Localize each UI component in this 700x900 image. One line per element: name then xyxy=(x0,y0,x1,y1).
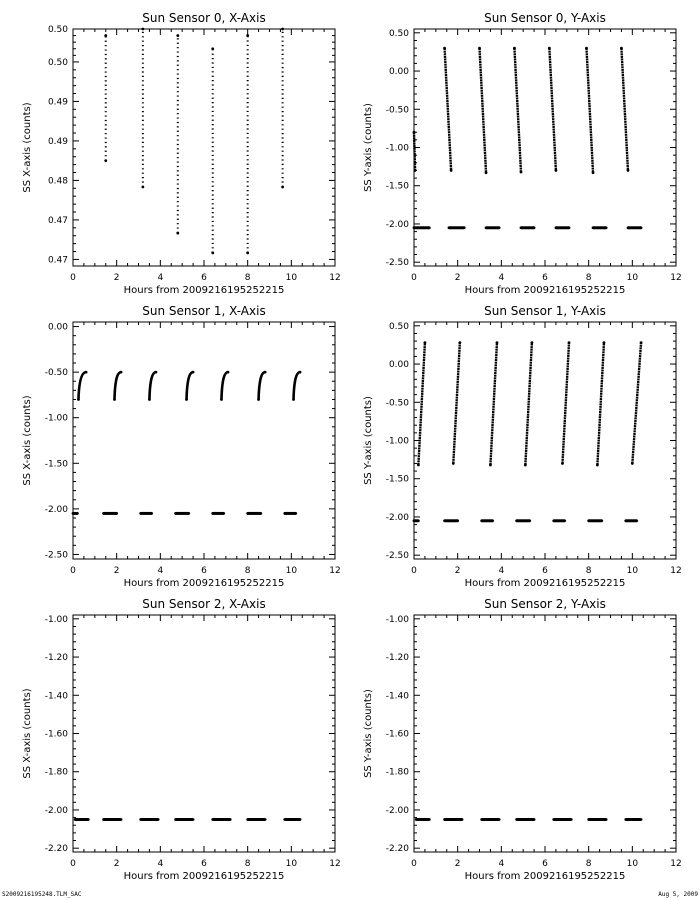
data-point xyxy=(531,341,534,344)
y-tick-label: -2.50 xyxy=(385,551,409,562)
data-point xyxy=(570,818,573,821)
data-point xyxy=(555,169,558,172)
y-tick-label: 0.50 xyxy=(47,25,68,35)
data-curve xyxy=(78,372,86,399)
y-tick-label: -2.20 xyxy=(44,844,68,855)
data-point xyxy=(292,398,295,401)
data-point xyxy=(624,519,627,522)
data-curve xyxy=(294,372,301,399)
y-tick-label: 0.00 xyxy=(388,360,409,371)
data-point xyxy=(640,341,643,344)
x-tick-label: 4 xyxy=(498,273,505,283)
data-point xyxy=(520,171,523,174)
y-tick-label: -1.00 xyxy=(44,413,68,424)
data-point xyxy=(552,818,555,821)
x-tick-label: 4 xyxy=(498,566,505,576)
data-point xyxy=(428,818,431,821)
data-point xyxy=(115,512,118,515)
data-point xyxy=(413,519,416,522)
y-tick-label: 0.48 xyxy=(47,176,68,187)
data-point xyxy=(176,232,179,235)
data-point xyxy=(294,512,297,515)
data-point xyxy=(246,251,249,254)
data-point xyxy=(600,519,603,522)
chart-panel-4 xyxy=(22,597,341,882)
x-tick-label: 8 xyxy=(244,566,251,576)
chart-panel-5 xyxy=(363,597,682,882)
data-point xyxy=(533,226,536,229)
x-tick-label: 6 xyxy=(542,566,548,576)
data-point xyxy=(141,186,144,189)
plot-frame xyxy=(414,322,676,559)
data-point xyxy=(458,341,461,344)
data-point xyxy=(568,226,571,229)
data-point xyxy=(157,818,160,821)
data-point xyxy=(148,398,151,401)
data-point xyxy=(448,226,451,229)
data-point xyxy=(120,818,123,821)
x-tick-label: 4 xyxy=(498,859,505,869)
data-point xyxy=(627,169,630,172)
y-tick-label: -2.00 xyxy=(385,805,409,816)
data-streak xyxy=(490,343,497,465)
x-tick-label: 12 xyxy=(670,273,682,283)
data-point xyxy=(155,371,158,374)
y-tick-label: -1.80 xyxy=(44,767,68,778)
x-tick-label: 10 xyxy=(626,566,639,576)
data-point xyxy=(498,226,501,229)
data-point xyxy=(417,464,420,467)
x-tick-label: 8 xyxy=(585,859,592,869)
y-tick-label: -1.60 xyxy=(44,729,68,740)
y-tick-label: -0.50 xyxy=(385,398,409,409)
data-point xyxy=(227,371,230,374)
x-tick-label: 0 xyxy=(411,566,417,576)
data-point xyxy=(185,398,188,401)
data-streak xyxy=(621,48,628,170)
data-point xyxy=(174,512,177,515)
data-point xyxy=(485,171,488,174)
y-tick-label: 0.50 xyxy=(388,321,409,332)
data-point xyxy=(585,47,588,50)
plot-frame xyxy=(73,615,335,852)
x-tick-label: 0 xyxy=(411,273,417,283)
data-point xyxy=(605,818,608,821)
data-streak xyxy=(414,132,415,170)
data-point xyxy=(85,371,88,374)
data-point xyxy=(552,519,555,522)
y-tick-label: -2.50 xyxy=(385,258,409,269)
data-point xyxy=(139,512,142,515)
data-point xyxy=(222,512,225,515)
data-streak xyxy=(597,343,604,465)
data-point xyxy=(120,371,123,374)
x-tick-label: 10 xyxy=(285,566,298,576)
x-tick-label: 0 xyxy=(70,859,76,869)
data-streak xyxy=(514,48,521,172)
data-point xyxy=(463,226,466,229)
data-point xyxy=(568,341,571,344)
data-point xyxy=(520,226,523,229)
x-tick-label: 4 xyxy=(157,273,164,283)
data-point xyxy=(413,226,416,229)
y-axis-label: SS Y-axis (counts) xyxy=(363,689,374,778)
y-tick-label: -1.40 xyxy=(44,691,68,702)
data-point xyxy=(104,159,107,162)
data-point xyxy=(299,818,302,821)
data-streak xyxy=(549,48,556,170)
data-point xyxy=(528,519,531,522)
y-tick-label: 0.47 xyxy=(47,255,68,266)
data-point xyxy=(533,818,536,821)
x-tick-label: 6 xyxy=(542,273,548,283)
x-tick-label: 2 xyxy=(454,273,461,283)
x-tick-label: 2 xyxy=(454,566,461,576)
data-point xyxy=(480,519,483,522)
y-tick-label: -1.20 xyxy=(385,653,409,664)
x-tick-label: 2 xyxy=(113,273,120,283)
data-point xyxy=(424,341,427,344)
y-axis-label: SS X-axis (counts) xyxy=(22,688,33,779)
y-tick-label: -1.50 xyxy=(385,474,409,485)
data-point xyxy=(414,169,417,172)
data-point xyxy=(627,226,630,229)
data-point xyxy=(192,818,195,821)
data-point xyxy=(413,131,416,134)
x-tick-label: 12 xyxy=(670,566,682,576)
data-curve xyxy=(187,372,194,399)
x-tick-label: 12 xyxy=(329,566,341,576)
data-point xyxy=(220,398,223,401)
data-point xyxy=(480,818,483,821)
plot-frame xyxy=(414,615,676,852)
data-streak xyxy=(562,343,569,464)
data-streak xyxy=(453,343,460,464)
data-point xyxy=(415,818,418,821)
data-point xyxy=(281,186,284,189)
x-tick-label: 12 xyxy=(329,273,341,283)
data-point xyxy=(515,519,518,522)
data-point xyxy=(139,818,142,821)
data-point xyxy=(485,226,488,229)
x-axis-label: Hours from 2009216195252215 xyxy=(464,285,626,296)
data-point xyxy=(211,47,214,50)
y-tick-label: -1.00 xyxy=(385,614,409,625)
data-point xyxy=(513,47,516,50)
data-point xyxy=(631,462,634,465)
chart-title: Sun Sensor 1, X-Axis xyxy=(142,304,266,318)
y-tick-label: -2.50 xyxy=(44,550,68,561)
y-tick-label: -1.20 xyxy=(44,653,68,664)
data-point xyxy=(587,818,590,821)
data-point xyxy=(246,512,249,515)
y-tick-label: -2.00 xyxy=(385,219,409,230)
data-point xyxy=(515,818,518,821)
data-point xyxy=(281,28,284,31)
y-tick-label: -2.20 xyxy=(385,844,409,855)
data-point xyxy=(478,47,481,50)
x-tick-label: 6 xyxy=(201,566,207,576)
chart-title: Sun Sensor 2, Y-Axis xyxy=(484,597,606,611)
chart-title: Sun Sensor 0, X-Axis xyxy=(142,11,266,25)
x-tick-label: 6 xyxy=(201,273,207,283)
y-tick-label: 0.49 xyxy=(47,97,68,108)
data-point xyxy=(498,818,501,821)
data-point xyxy=(77,398,80,401)
y-axis-label: SS Y-axis (counts) xyxy=(363,103,374,192)
data-point xyxy=(264,371,267,374)
data-point xyxy=(257,398,260,401)
y-tick-label: -1.00 xyxy=(385,436,409,447)
data-point xyxy=(491,519,494,522)
data-point xyxy=(489,464,492,467)
y-tick-label: -1.40 xyxy=(385,691,409,702)
data-point xyxy=(211,251,214,254)
x-axis-label: Hours from 2009216195252215 xyxy=(123,871,285,882)
data-point xyxy=(417,519,420,522)
chart-panel-0 xyxy=(22,11,341,296)
data-point xyxy=(176,34,179,37)
x-tick-label: 8 xyxy=(585,273,592,283)
y-axis-label: SS Y-axis (counts) xyxy=(363,396,374,485)
y-tick-label: -1.60 xyxy=(385,729,409,740)
x-tick-label: 0 xyxy=(70,273,76,283)
y-tick-label: -0.50 xyxy=(385,105,409,116)
chart-title: Sun Sensor 2, X-Axis xyxy=(142,597,266,611)
y-tick-label: -1.00 xyxy=(385,143,409,154)
y-tick-label: -1.50 xyxy=(44,459,68,470)
plot-frame xyxy=(73,29,335,266)
data-point xyxy=(102,512,105,515)
data-point xyxy=(102,818,105,821)
data-point xyxy=(620,47,623,50)
data-point xyxy=(603,341,606,344)
x-axis-label: Hours from 2009216195252215 xyxy=(464,578,626,589)
x-tick-label: 6 xyxy=(542,859,548,869)
chart-title: Sun Sensor 1, Y-Axis xyxy=(484,304,606,318)
data-point xyxy=(443,519,446,522)
data-point xyxy=(74,818,77,821)
data-point xyxy=(596,464,599,467)
chart-title: Sun Sensor 0, Y-Axis xyxy=(484,11,606,25)
x-tick-label: 2 xyxy=(454,859,461,869)
data-point xyxy=(211,512,214,515)
x-tick-label: 6 xyxy=(201,859,207,869)
y-tick-label: 0.49 xyxy=(47,136,68,147)
data-point xyxy=(113,398,116,401)
y-tick-label: -2.00 xyxy=(44,504,68,515)
x-tick-label: 12 xyxy=(329,859,341,869)
y-tick-label: 0.00 xyxy=(47,322,68,333)
x-tick-label: 4 xyxy=(157,566,164,576)
data-point xyxy=(76,512,79,515)
chart-panel-3 xyxy=(363,304,682,589)
x-tick-label: 10 xyxy=(626,859,639,869)
data-point xyxy=(141,28,144,31)
x-axis-label: Hours from 2009216195252215 xyxy=(123,285,285,296)
data-point xyxy=(496,341,499,344)
data-point xyxy=(624,818,627,821)
data-point xyxy=(592,226,595,229)
y-tick-label: 0.47 xyxy=(47,215,68,226)
data-point xyxy=(259,512,262,515)
y-tick-label: -1.80 xyxy=(385,767,409,778)
y-tick-label: 0.50 xyxy=(388,28,409,39)
data-curve xyxy=(259,372,266,399)
data-point xyxy=(211,818,214,821)
data-point xyxy=(635,519,638,522)
footer-filename: S2009216195248.TLM_SAC xyxy=(2,891,82,898)
data-point xyxy=(187,512,190,515)
x-tick-label: 2 xyxy=(113,859,120,869)
x-tick-label: 12 xyxy=(670,859,682,869)
data-curve xyxy=(114,372,121,399)
x-tick-label: 8 xyxy=(585,566,592,576)
data-streak xyxy=(480,48,487,173)
data-point xyxy=(299,371,302,374)
y-tick-label: 0.50 xyxy=(47,57,68,68)
plot-frame xyxy=(414,29,676,266)
data-curve xyxy=(221,372,228,399)
data-point xyxy=(283,512,286,515)
data-streak xyxy=(418,343,425,465)
data-point xyxy=(587,519,590,522)
data-point xyxy=(72,512,75,515)
data-point xyxy=(283,818,286,821)
data-point xyxy=(456,519,459,522)
data-point xyxy=(555,226,558,229)
x-tick-label: 0 xyxy=(411,859,417,869)
x-tick-label: 4 xyxy=(157,859,164,869)
plot-frame xyxy=(73,322,335,559)
data-point xyxy=(174,818,177,821)
data-point xyxy=(443,47,446,50)
y-tick-label: -0.50 xyxy=(44,368,68,379)
data-point xyxy=(561,462,564,465)
x-tick-label: 8 xyxy=(244,859,251,869)
x-axis-label: Hours from 2009216195252215 xyxy=(464,871,626,882)
data-point xyxy=(428,226,431,229)
data-point xyxy=(87,818,90,821)
x-axis-label: Hours from 2009216195252215 xyxy=(123,578,285,589)
y-tick-label: -1.00 xyxy=(44,614,68,625)
data-point xyxy=(192,371,195,374)
data-point xyxy=(563,519,566,522)
data-point xyxy=(461,818,464,821)
data-point xyxy=(443,818,446,821)
data-point xyxy=(640,226,643,229)
y-axis-label: SS X-axis (counts) xyxy=(22,395,33,486)
x-tick-label: 0 xyxy=(70,566,76,576)
x-tick-label: 2 xyxy=(113,566,120,576)
y-axis-label: SS X-axis (counts) xyxy=(22,102,33,193)
y-tick-label: -2.00 xyxy=(44,805,68,816)
chart-panel-1 xyxy=(363,11,682,296)
data-point xyxy=(524,464,527,467)
x-tick-label: 10 xyxy=(285,273,298,283)
data-streak xyxy=(632,343,641,464)
data-point xyxy=(640,818,643,821)
data-point xyxy=(229,818,232,821)
data-point xyxy=(246,34,249,37)
data-point xyxy=(264,818,267,821)
data-point xyxy=(104,34,107,37)
y-tick-label: -1.50 xyxy=(385,181,409,192)
data-point xyxy=(605,226,608,229)
data-point xyxy=(150,512,153,515)
data-point xyxy=(452,462,455,465)
y-tick-label: 0.00 xyxy=(388,67,409,78)
data-streak xyxy=(586,48,593,173)
data-streak xyxy=(525,343,532,465)
footer-date: Aug 5, 2009 xyxy=(658,891,698,898)
x-tick-label: 8 xyxy=(244,273,251,283)
y-tick-label: -2.00 xyxy=(385,512,409,523)
x-tick-label: 10 xyxy=(626,273,639,283)
data-point xyxy=(592,171,595,174)
data-point xyxy=(450,169,453,172)
data-point xyxy=(246,818,249,821)
data-point xyxy=(548,47,551,50)
data-streak xyxy=(445,48,452,170)
x-tick-label: 10 xyxy=(285,859,298,869)
chart-panel-2 xyxy=(22,304,341,589)
data-curve xyxy=(149,372,156,399)
